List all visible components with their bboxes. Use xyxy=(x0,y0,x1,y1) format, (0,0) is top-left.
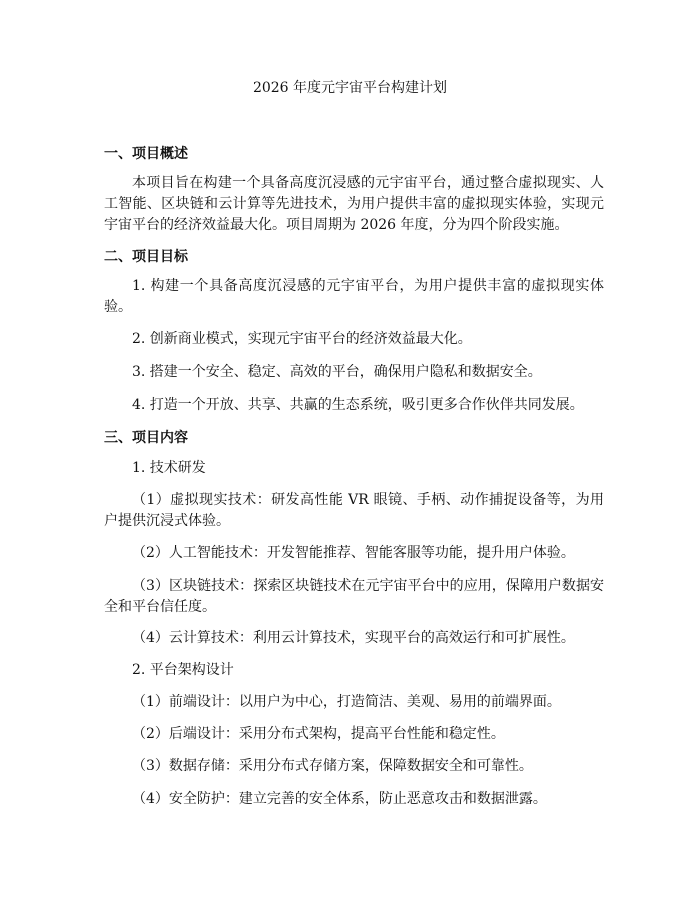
goal-item-2: 2. 创新商业模式，实现元宇宙平台的经济效益最大化。 xyxy=(132,331,472,347)
document-title: 2026 年度元宇宙平台构建计划 xyxy=(252,80,448,96)
goal-item-3: 3. 搭建一个安全、稳定、高效的平台，确保用户隐私和数据安全。 xyxy=(132,364,542,380)
section-heading-overview: 一、项目概述 xyxy=(104,146,188,162)
tech-item-3: （3）区块链技术：探索区块链技术在元宇宙平台中的应用，保障用户数据安全和平台信任度。 xyxy=(104,578,604,615)
overview-paragraph: 本项目旨在构建一个具备高度沉浸感的元宇宙平台，通过整合虚拟现实、人工智能、区块链和云计算等先进技术，为用户提供丰富的虚拟现实体验，实现元宇宙平台的经济效益最大化。项目周期为 2026 年度，分为四个阶段实施。 xyxy=(104,175,604,233)
architecture-item-3: （3）数据存储：采用分布式存储方案，保障数据安全和可靠性。 xyxy=(132,758,533,774)
subsection-title-architecture: 2. 平台架构设计 xyxy=(132,662,234,678)
section-heading-goals: 二、项目目标 xyxy=(104,249,188,265)
goal-item-1: 1. 构建一个具备高度沉浸感的元宇宙平台，为用户提供丰富的虚拟现实体验。 xyxy=(104,278,604,315)
goal-item-4: 4. 打造一个开放、共享、共赢的生态系统，吸引更多合作伙伴共同发展。 xyxy=(132,397,584,413)
subsection-title-tech: 1. 技术研发 xyxy=(132,460,206,476)
architecture-item-1: （1）前端设计：以用户为中心，打造简洁、美观、易用的前端界面。 xyxy=(132,694,561,710)
tech-item-2: （2）人工智能技术：开发智能推荐、智能客服等功能，提升用户体验。 xyxy=(132,545,575,561)
tech-item-4: （4）云计算技术：利用云计算技术，实现平台的高效运行和可扩展性。 xyxy=(132,630,575,646)
architecture-item-4: （4）安全防护：建立完善的安全体系，防止恶意攻击和数据泄露。 xyxy=(132,791,547,807)
architecture-item-2: （2）后端设计：采用分布式架构，提高平台性能和稳定性。 xyxy=(132,726,505,742)
tech-item-1: （1）虚拟现实技术：研发高性能 VR 眼镜、手柄、动作捕捉设备等，为用户提供沉浸式体验。 xyxy=(104,492,604,529)
section-heading-content: 三、项目内容 xyxy=(104,430,188,446)
